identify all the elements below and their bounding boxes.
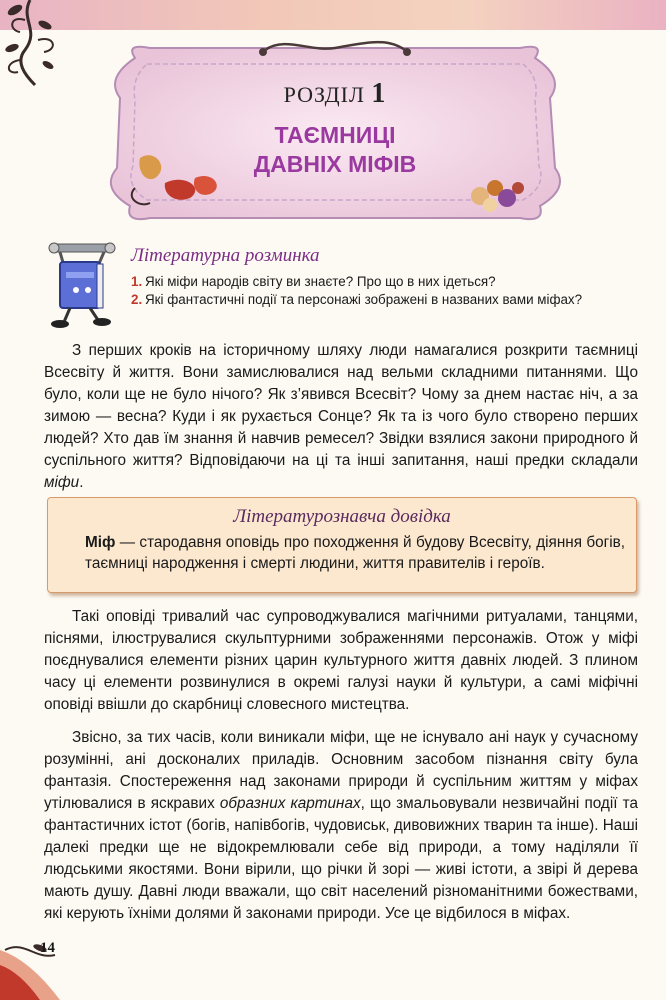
reference-definition [85, 532, 625, 574]
chapter-number: 1 [371, 78, 387, 109]
intro-paragraph-emphasis: міфи [44, 474, 80, 491]
literary-reference-box [47, 497, 637, 593]
chapter-title-line-2: ДАВНІХ МІФІВ [253, 151, 417, 177]
intro-paragraph-text: З перших кроків на історичному шляху люди намагалися розкрити таємниці Всесвіту й життя. Вони замислювалися над вельми складними питаннями. Що було, коли ще не було нічого? Як з’явився Всесвіт? Чому за днем настає ніч, а за зимою — весна? Куди і як рухається Сонце? Як та із чого було створено перших людей? Хто дав їм знання й навчив ремесел? Звідки взялися закони природного й суспільного життя? Відповідаючи на ці та інші запитання, наші предки складали [44, 342, 638, 469]
chapter-title [95, 121, 575, 179]
question-text: Які міфи народів світу ви знаєте? Про що в них ідеться? [145, 274, 496, 289]
question-item [131, 273, 626, 291]
chapter-label [95, 78, 575, 110]
question-number: 1. [131, 274, 143, 289]
body-paragraph-2: Такі оповіді тривалий час супроводжувалися магічними ритуалами, танцями, піснями, ілюструвалися скульптурними зображеннями персонажів. Отож у міфі поєднувалися елементи різних царин культурного життя давніх людей. З плином часу ці елементи розвинулися в окремі галузі науки й культури, а самі міфічні оповіді ввішли до скарбниці словесного мистецтва. [44, 608, 638, 713]
body-paragraph-3-part1: Звісно, за тих часів, коли виникали міфи, ще не існувало ані наук у сучасному розумінні, ані досконалих приладів. Основним засобом пізнання світу була фантазія. Спостереження над законами природи й суспільним життям у міфах утілювалися в яскравих [44, 729, 638, 812]
top-decorative-band [0, 0, 666, 30]
question-number: 2. [131, 292, 143, 307]
page-number: 14 [40, 940, 55, 956]
book-mascot-icon [42, 240, 122, 332]
reference-definition-text: — стародавня оповідь про походження й будову Всесвіту, діяння богів, таємниці народження і смерті людини, життя правителів і героїв. [85, 534, 625, 572]
warmup-questions [131, 273, 626, 309]
chapter-banner [95, 38, 575, 226]
chapter-label-text: РОЗДІЛ [283, 82, 365, 107]
reference-title: Літературознавча довідка [233, 506, 451, 527]
body-paragraph-3-emphasis: образних картинах [219, 795, 361, 812]
body-paragraph-3 [44, 727, 638, 925]
intro-paragraph-end: . [79, 474, 84, 491]
body-paragraph-3-part2: , що змальовували незвичайні події та фантастичних істот (богів, напівбогів, чудовиськ, дивовижних тварин та інше). Наші далекі предки ще не відокремлювали себе від природи, а тому наділяли її людськими якостями. Вони вірили, що річки й зорі — живі істоти, а звірі й дерева мають душу. Давні люди вважали, що світ населений різноманітними божествами, які керують їхніми долями й законами природи. Усе це відбилося в міфах. [44, 795, 638, 922]
vine-ornament-top-left [0, 0, 80, 90]
reference-term: Міф [85, 534, 116, 551]
chapter-title-line-1: ТАЄМНИЦІ [274, 122, 396, 148]
intro-paragraph [44, 340, 638, 494]
question-text: Які фантастичні події та персонажі зображені в названих вами міфах? [145, 292, 583, 307]
question-item [131, 291, 626, 309]
warmup-title: Літературна розминка [131, 245, 320, 266]
